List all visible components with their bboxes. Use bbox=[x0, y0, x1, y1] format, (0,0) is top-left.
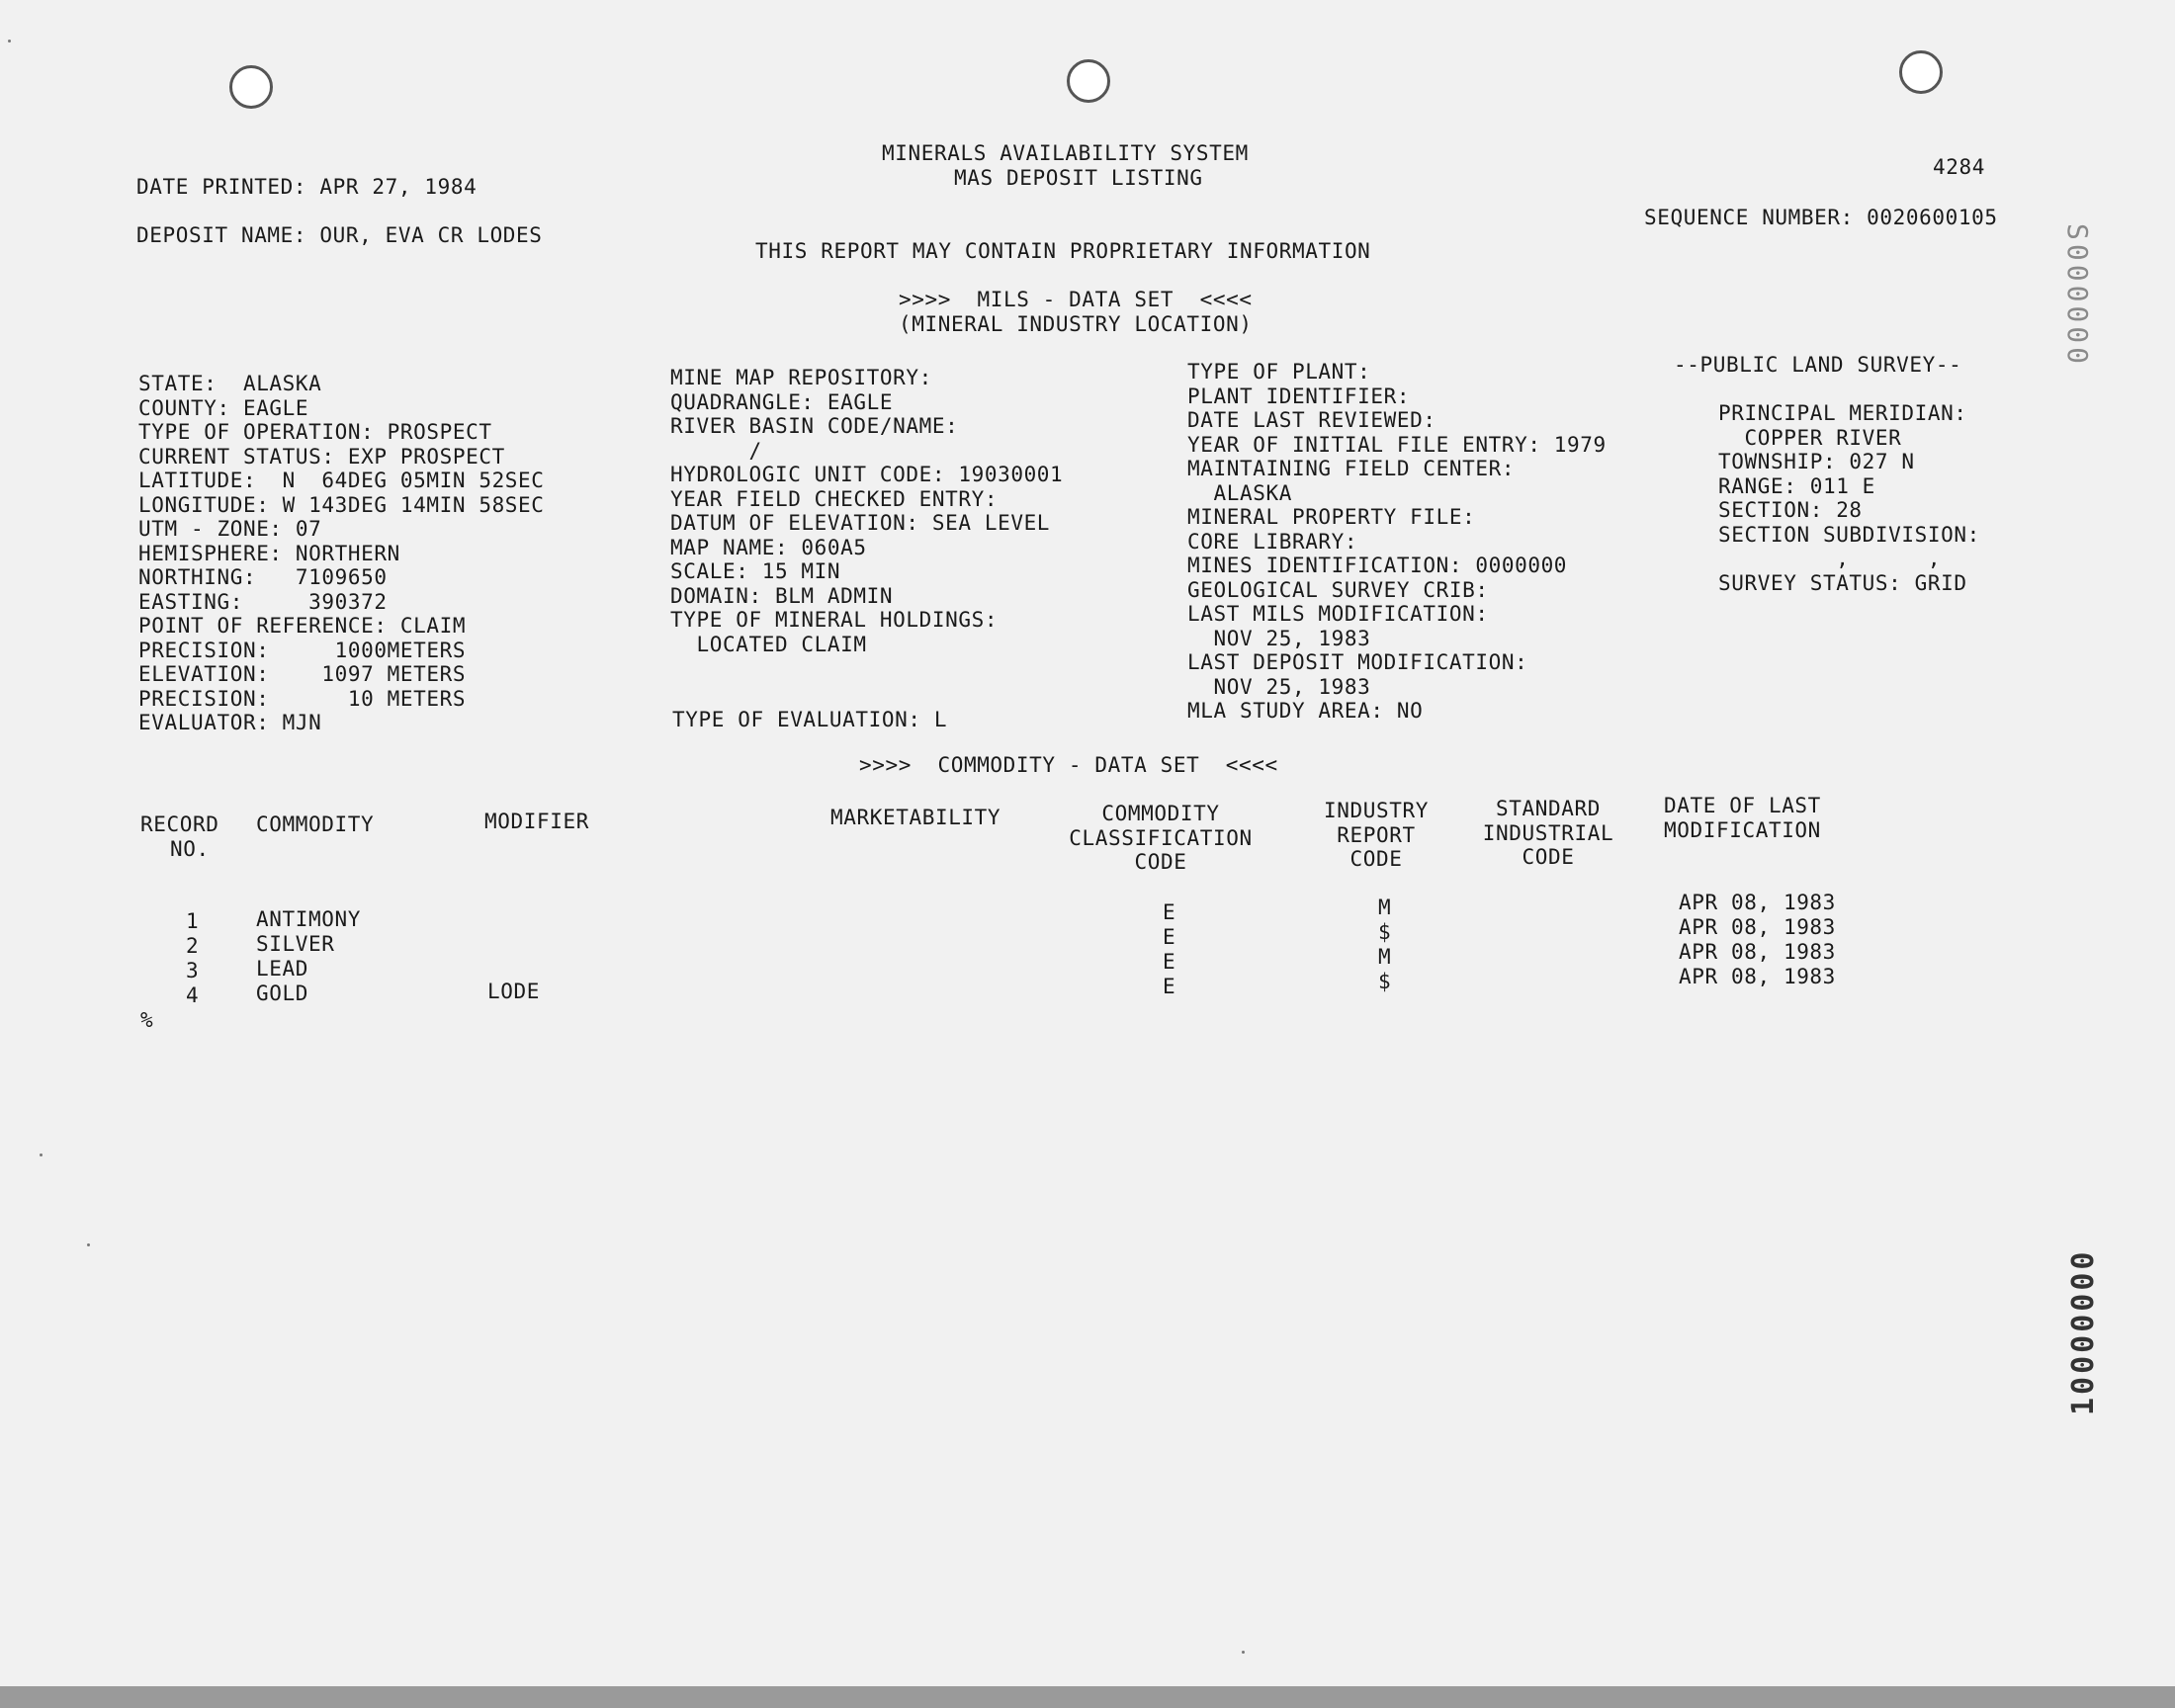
system-title: MINERALS AVAILABILITY SYSTEM bbox=[882, 141, 1249, 165]
header-sic-line: CODE bbox=[1522, 845, 1575, 869]
mine-column bbox=[670, 366, 1063, 656]
row-no: 2 bbox=[186, 934, 200, 958]
row-date: APR 08, 1983 bbox=[1679, 940, 1836, 964]
plant-line: GEOLOGICAL SURVEY CRIB: bbox=[1187, 577, 1489, 602]
location-line: PRECISION: 1000METERS bbox=[138, 638, 467, 662]
location-line: POINT OF REFERENCE: CLAIM bbox=[138, 614, 467, 638]
row-irc: $ bbox=[1378, 970, 1392, 993]
row-commodity: ANTIMONY bbox=[256, 907, 361, 931]
location-line: CURRENT STATUS: EXP PROSPECT bbox=[138, 444, 505, 469]
survey-line: TOWNSHIP: 027 N bbox=[1718, 450, 1915, 473]
location-line: LONGITUDE: W 143DEG 14MIN 58SEC bbox=[138, 492, 545, 517]
row-commodity: LEAD bbox=[256, 957, 308, 981]
speck bbox=[1242, 1651, 1245, 1654]
location-line: ELEVATION: 1097 METERS bbox=[138, 662, 467, 686]
location-line: HEMISPHERE: NORTHERN bbox=[138, 541, 400, 565]
upper-right-stamp: S000000 bbox=[2061, 223, 2094, 369]
speck bbox=[8, 40, 11, 43]
row-irc: M bbox=[1378, 945, 1392, 969]
plant-line: DATE LAST REVIEWED: bbox=[1187, 408, 1436, 432]
plant-line: MLA STUDY AREA: NO bbox=[1187, 699, 1424, 723]
lower-right-stamp: 10000000 bbox=[2066, 1248, 2101, 1415]
row-ccc: E bbox=[1163, 900, 1176, 924]
location-line: STATE: ALASKA bbox=[138, 372, 322, 395]
mils-subtitle: (MINERAL INDUSTRY LOCATION) bbox=[899, 312, 1253, 336]
header-irc-line: CODE bbox=[1349, 847, 1403, 871]
punch-hole-right bbox=[1899, 50, 1943, 94]
row-no: 4 bbox=[186, 983, 200, 1007]
plant-column bbox=[1187, 360, 1607, 724]
mine-line: TYPE OF MINERAL HOLDINGS: bbox=[670, 608, 999, 632]
mils-title: >>>> MILS - DATA SET <<<< bbox=[899, 288, 1253, 311]
survey-title: --PUBLIC LAND SURVEY-- bbox=[1674, 353, 1962, 377]
plant-line: LAST MILS MODIFICATION: bbox=[1187, 602, 1489, 626]
row-irc: $ bbox=[1378, 920, 1392, 944]
punch-hole-left bbox=[229, 65, 273, 109]
header-record: RECORD bbox=[140, 812, 219, 836]
survey-line: SURVEY STATUS: GRID bbox=[1718, 570, 1967, 595]
header-ccc-line: CODE bbox=[1134, 850, 1187, 874]
survey-line: SECTION: 28 bbox=[1718, 498, 1863, 522]
header-modifier: MODIFIER bbox=[484, 810, 589, 833]
plant-line: ALASKA bbox=[1187, 480, 1292, 505]
mine-line: DATUM OF ELEVATION: SEA LEVEL bbox=[670, 511, 1051, 535]
location-line: UTM - ZONE: 07 bbox=[138, 517, 322, 541]
location-line: TYPE OF OPERATION: PROSPECT bbox=[138, 420, 492, 444]
row-no: 1 bbox=[186, 909, 200, 933]
plant-line: LAST DEPOSIT MODIFICATION: bbox=[1187, 650, 1528, 674]
row-date: APR 08, 1983 bbox=[1679, 915, 1836, 939]
mine-line: MINE MAP REPOSITORY: bbox=[670, 366, 932, 389]
location-line: EASTING: 390372 bbox=[138, 589, 388, 614]
row-ccc: E bbox=[1163, 925, 1176, 949]
location-line: PRECISION: 10 METERS bbox=[138, 686, 467, 711]
header-irc-line: REPORT bbox=[1337, 822, 1416, 847]
scan-edge bbox=[0, 1686, 2175, 1708]
survey-column bbox=[1718, 401, 1980, 595]
mine-line: YEAR FIELD CHECKED ENTRY: bbox=[670, 486, 999, 511]
plant-line: MAINTAINING FIELD CENTER: bbox=[1187, 457, 1516, 480]
punch-hole-center bbox=[1067, 59, 1110, 103]
listing-title: MAS DEPOSIT LISTING bbox=[954, 166, 1203, 190]
plant-line: NOV 25, 1983 bbox=[1187, 674, 1371, 699]
location-line: NORTHING: 7109650 bbox=[138, 565, 388, 589]
plant-line: NOV 25, 1983 bbox=[1187, 626, 1371, 650]
header-commodity: COMMODITY bbox=[256, 812, 375, 836]
commodity-title: >>>> COMMODITY - DATA SET <<<< bbox=[859, 753, 1278, 777]
header-ccc bbox=[1066, 802, 1256, 875]
row-modifier: LODE bbox=[487, 980, 540, 1003]
mine-line: RIVER BASIN CODE/NAME: bbox=[670, 414, 959, 438]
page-number: 4284 bbox=[1933, 155, 1985, 179]
survey-line: COPPER RIVER bbox=[1718, 425, 1902, 450]
proprietary-notice: THIS REPORT MAY CONTAIN PROPRIETARY INFORMATION bbox=[755, 239, 1371, 263]
speck bbox=[40, 1153, 43, 1156]
header-irc bbox=[1305, 799, 1447, 872]
mine-line: MAP NAME: 060A5 bbox=[670, 535, 867, 559]
mine-line: LOCATED CLAIM bbox=[670, 632, 867, 656]
row-commodity: GOLD bbox=[256, 982, 308, 1005]
row-no: 3 bbox=[186, 959, 200, 982]
header-date-line: MODIFICATION bbox=[1664, 817, 1821, 842]
header-marketability: MARKETABILITY bbox=[830, 806, 1001, 829]
location-line: LATITUDE: N 64DEG 05MIN 52SEC bbox=[138, 469, 545, 492]
plant-line: CORE LIBRARY: bbox=[1187, 529, 1358, 554]
header-ccc-line: COMMODITY bbox=[1101, 802, 1220, 825]
row-ccc: E bbox=[1163, 950, 1176, 974]
type-of-evaluation: TYPE OF EVALUATION: L bbox=[672, 708, 948, 731]
speck bbox=[87, 1243, 90, 1246]
row-date: APR 08, 1983 bbox=[1679, 965, 1836, 988]
plant-line: MINES IDENTIFICATION: 0000000 bbox=[1187, 554, 1568, 577]
location-line: EVALUATOR: MJN bbox=[138, 711, 322, 734]
row-ccc: E bbox=[1163, 975, 1176, 998]
location-column bbox=[138, 372, 545, 735]
date-printed: DATE PRINTED: APR 27, 1984 bbox=[136, 175, 478, 199]
header-ccc-line: CLASSIFICATION bbox=[1069, 825, 1253, 850]
location-line: COUNTY: EAGLE bbox=[138, 395, 309, 420]
header-sic bbox=[1471, 797, 1625, 870]
survey-line: , , bbox=[1718, 547, 1942, 570]
row-commodity: SILVER bbox=[256, 932, 335, 956]
row-date: APR 08, 1983 bbox=[1679, 891, 1836, 914]
survey-line: RANGE: 011 E bbox=[1718, 473, 1875, 498]
mine-line: / bbox=[670, 438, 762, 463]
plant-line: YEAR OF INITIAL FILE ENTRY: 1979 bbox=[1187, 432, 1607, 457]
plant-line: MINERAL PROPERTY FILE: bbox=[1187, 505, 1476, 529]
mine-line: DOMAIN: BLM ADMIN bbox=[670, 583, 894, 608]
row-irc: M bbox=[1378, 896, 1392, 919]
end-mark: % bbox=[140, 1008, 154, 1032]
header-irc-line: INDUSTRY bbox=[1324, 799, 1429, 822]
survey-line: PRINCIPAL MERIDIAN: bbox=[1718, 401, 1967, 425]
survey-line: SECTION SUBDIVISION: bbox=[1718, 522, 1980, 547]
header-sic-line: STANDARD bbox=[1496, 797, 1601, 820]
mine-line: HYDROLOGIC UNIT CODE: 19030001 bbox=[670, 463, 1064, 486]
plant-line: TYPE OF PLANT: bbox=[1187, 360, 1371, 384]
sequence-number: SEQUENCE NUMBER: 0020600105 bbox=[1644, 206, 1998, 229]
mine-line: QUADRANGLE: EAGLE bbox=[670, 389, 894, 414]
plant-line: PLANT IDENTIFIER: bbox=[1187, 384, 1411, 408]
header-date-line: DATE OF LAST bbox=[1664, 794, 1821, 817]
mine-line: SCALE: 15 MIN bbox=[670, 559, 841, 583]
header-sic-line: INDUSTRIAL bbox=[1482, 820, 1614, 845]
header-record-no: NO. bbox=[170, 837, 210, 861]
header-date bbox=[1664, 794, 1821, 842]
deposit-name: DEPOSIT NAME: OUR, EVA CR LODES bbox=[136, 223, 543, 247]
